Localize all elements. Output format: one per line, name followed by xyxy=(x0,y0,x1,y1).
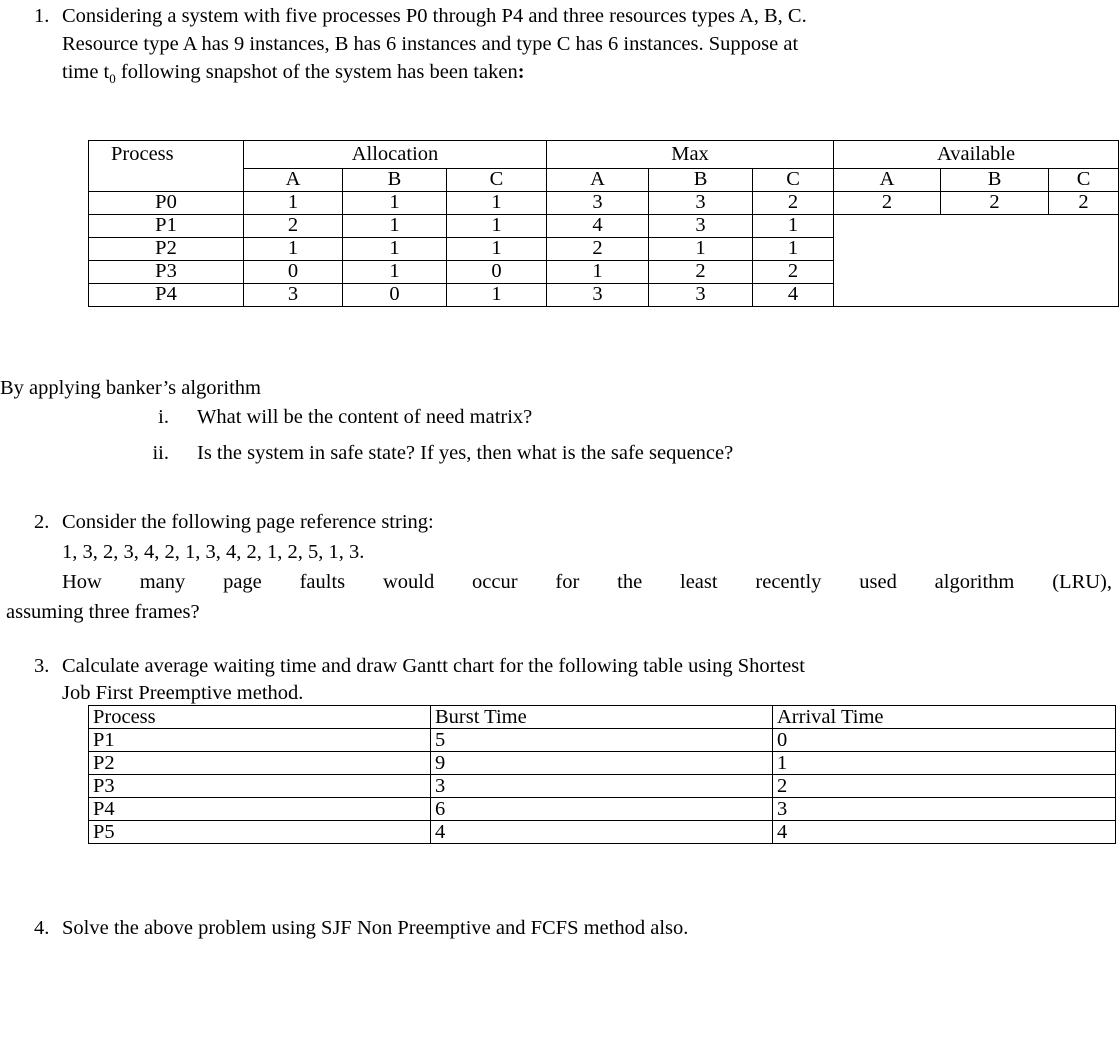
q2-word: used xyxy=(859,571,897,593)
q4-text: Solve the above problem using SJF Non Preemptive and FCFS method also. xyxy=(62,917,689,939)
table-row xyxy=(89,798,1116,821)
q2-word: for xyxy=(555,571,580,593)
alloc-cell: 1 xyxy=(343,237,447,260)
sub-max-c: C xyxy=(753,168,834,191)
q1-line-3-rest: following snapshot of the system has been taken xyxy=(115,61,518,83)
header-arrival-time: Arrival Time xyxy=(773,706,1116,729)
table-row xyxy=(89,821,1116,844)
sub-ii-text: Is the system in safe state? If yes, then what is the safe sequence? xyxy=(197,442,734,464)
time-subscript: 0 xyxy=(109,71,116,87)
max-cell: 3 xyxy=(547,283,649,306)
alloc-cell: 1 xyxy=(343,260,447,283)
q1-applying: By applying banker’s algorithm xyxy=(0,377,261,399)
sub-i-text: What will be the content of need matrix? xyxy=(197,406,533,428)
alloc-cell: 0 xyxy=(244,260,343,283)
sub-alloc-a: A xyxy=(244,168,343,191)
table-row xyxy=(89,752,1116,775)
table-row xyxy=(89,775,1116,798)
process-cell: P1 xyxy=(89,214,244,237)
q2-word: How xyxy=(62,571,102,593)
header-process: Process xyxy=(89,706,431,729)
max-cell: 1 xyxy=(753,214,834,237)
max-cell: 3 xyxy=(649,214,753,237)
process-cell: P3 xyxy=(89,260,244,283)
q2-word: page xyxy=(223,571,262,593)
sub-ii-number: ii. xyxy=(152,442,169,464)
q2-line-last: assuming three frames? xyxy=(6,601,200,623)
alloc-cell: 1 xyxy=(447,237,547,260)
process-cell: P4 xyxy=(89,798,431,821)
q2-string: 1, 3, 2, 3, 4, 2, 1, 3, 4, 2, 1, 2, 5, 1, 3. xyxy=(62,541,365,563)
alloc-cell: 3 xyxy=(244,283,343,306)
header-process-blank xyxy=(89,168,244,191)
max-cell: 3 xyxy=(547,191,649,214)
sub-avail-c: C xyxy=(1049,168,1119,191)
max-cell: 2 xyxy=(547,237,649,260)
process-cell: P3 xyxy=(89,775,431,798)
header-allocation: Allocation xyxy=(244,141,547,169)
bankers-table xyxy=(88,140,1119,307)
header-burst-time: Burst Time xyxy=(431,706,773,729)
sjf-table xyxy=(88,705,1116,844)
sub-alloc-c: C xyxy=(447,168,547,191)
burst-cell: 5 xyxy=(431,729,773,752)
alloc-cell: 0 xyxy=(447,260,547,283)
q2-line-1: Consider the following page reference string: xyxy=(62,511,434,533)
q2-word: occur xyxy=(472,571,518,593)
alloc-cell: 1 xyxy=(447,283,547,306)
q2-number: 2. xyxy=(34,511,50,533)
alloc-cell: 1 xyxy=(447,191,547,214)
q2-word: recently xyxy=(755,571,822,593)
sub-i-number: i. xyxy=(158,406,169,428)
max-cell: 3 xyxy=(649,191,753,214)
alloc-cell: 0 xyxy=(343,283,447,306)
q4-number: 4. xyxy=(34,917,50,939)
sub-avail-a: A xyxy=(834,168,941,191)
q3-line-2: Job First Preemptive method. xyxy=(62,682,304,704)
process-cell: P2 xyxy=(89,752,431,775)
max-cell: 1 xyxy=(649,237,753,260)
q2-word: faults xyxy=(299,571,346,593)
burst-cell: 4 xyxy=(431,821,773,844)
max-cell: 3 xyxy=(649,283,753,306)
burst-cell: 3 xyxy=(431,775,773,798)
available-cell: 2 xyxy=(834,191,941,214)
sub-max-b: B xyxy=(649,168,753,191)
q2-word: many xyxy=(139,571,186,593)
table-row xyxy=(89,191,1119,214)
available-cell: 2 xyxy=(941,191,1049,214)
arrival-cell: 2 xyxy=(773,775,1116,798)
alloc-cell: 2 xyxy=(244,214,343,237)
q2-word: the xyxy=(617,571,643,593)
alloc-cell: 1 xyxy=(447,214,547,237)
table-row xyxy=(89,214,1119,237)
q1-line-1: Considering a system with five processes P0 through P4 and three resources types A, B, C. xyxy=(62,5,807,27)
q1-number: 1. xyxy=(34,5,50,27)
q1-line-3-start: time t xyxy=(62,61,110,83)
sub-alloc-b: B xyxy=(343,168,447,191)
q2-question-line xyxy=(62,570,1112,595)
process-cell: P5 xyxy=(89,821,431,844)
available-cell: 2 xyxy=(1049,191,1119,214)
q1-sub-ii xyxy=(0,441,733,466)
max-cell: 1 xyxy=(753,237,834,260)
q1-line-2: Resource type A has 9 instances, B has 6 instances and type C has 6 instances. Suppose at xyxy=(62,33,799,55)
arrival-cell: 0 xyxy=(773,729,1116,752)
arrival-cell: 3 xyxy=(773,798,1116,821)
header-available: Available xyxy=(834,141,1119,169)
alloc-cell: 1 xyxy=(244,191,343,214)
max-cell: 4 xyxy=(547,214,649,237)
arrival-cell: 1 xyxy=(773,752,1116,775)
q3-line-1: Calculate average waiting time and draw Gantt chart for the following table using Shortest xyxy=(62,655,805,677)
table-row xyxy=(89,729,1116,752)
sub-avail-b: B xyxy=(941,168,1049,191)
q2-word: algorithm xyxy=(934,571,1015,593)
arrival-cell: 4 xyxy=(773,821,1116,844)
max-cell: 2 xyxy=(649,260,753,283)
alloc-cell: 1 xyxy=(343,214,447,237)
q3-number: 3. xyxy=(34,655,50,677)
sub-max-a: A xyxy=(547,168,649,191)
process-cell: P1 xyxy=(89,729,431,752)
process-cell: P2 xyxy=(89,237,244,260)
max-cell: 2 xyxy=(753,260,834,283)
q2-word: (LRU), xyxy=(1052,571,1112,593)
process-cell: P0 xyxy=(89,191,244,214)
table-header-row xyxy=(89,706,1116,729)
process-cell: P4 xyxy=(89,283,244,306)
alloc-cell: 1 xyxy=(343,191,447,214)
q2-word: least xyxy=(680,571,718,593)
q1-sub-i xyxy=(0,405,532,430)
q1-colon: : xyxy=(517,61,525,83)
burst-cell: 9 xyxy=(431,752,773,775)
q1-line-3 xyxy=(62,60,525,87)
available-empty xyxy=(834,214,1119,306)
alloc-cell: 1 xyxy=(244,237,343,260)
q2-word: would xyxy=(382,571,435,593)
max-cell: 1 xyxy=(547,260,649,283)
header-max: Max xyxy=(547,141,834,169)
header-process: Process xyxy=(89,141,244,169)
burst-cell: 6 xyxy=(431,798,773,821)
max-cell: 4 xyxy=(753,283,834,306)
max-cell: 2 xyxy=(753,191,834,214)
